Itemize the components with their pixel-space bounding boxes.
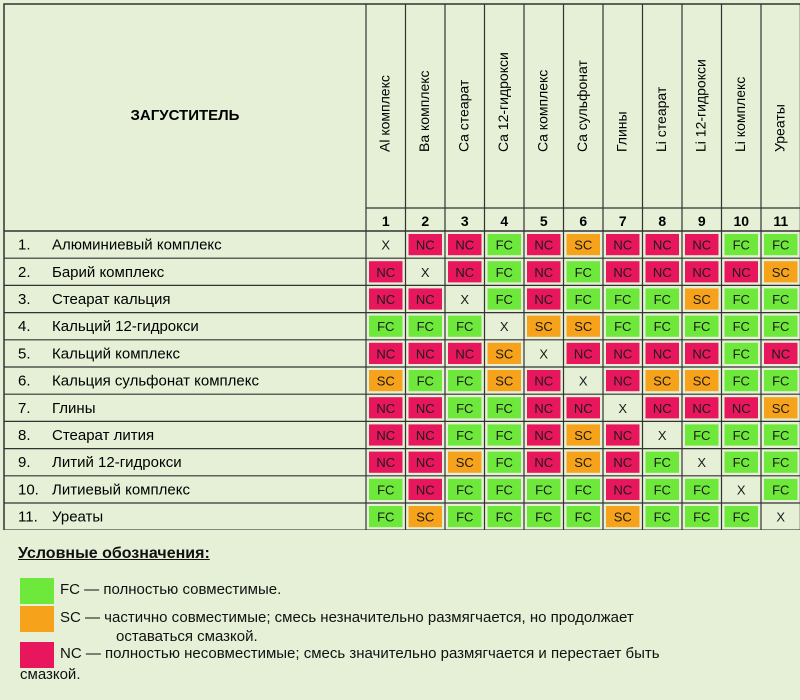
compat-cell-value: FC: [456, 428, 474, 443]
compat-cell-value: FC: [772, 373, 790, 389]
compat-cell-value: FC: [495, 509, 513, 525]
compat-cell-value: NC: [415, 428, 435, 443]
compat-cell-value: NC: [613, 482, 633, 498]
compat-cell-value: NC: [573, 400, 593, 416]
row-label: Стеарат кальция: [52, 291, 171, 308]
compat-cell-value: NC: [534, 264, 554, 280]
compat-cell-value: FC: [495, 455, 513, 471]
row-number: 6.: [18, 372, 31, 390]
column-number: 1: [381, 213, 390, 229]
legend-sc-text-cont: оставаться смазкой.: [116, 628, 258, 645]
legend-nc-swatch: [20, 642, 54, 668]
column-label: Li 12-гидрокси: [692, 59, 709, 152]
row-number: 3.: [18, 291, 31, 308]
compat-cell-value: NC: [771, 346, 791, 362]
compat-cell-value: FC: [732, 292, 750, 307]
compat-cell-value: FC: [535, 482, 553, 498]
compat-cell-value: NC: [415, 400, 435, 416]
compat-cell-value: FC: [693, 509, 711, 525]
compat-cell-value: SC: [653, 373, 672, 389]
row-label: Глины: [52, 399, 96, 417]
compat-cell-value: FC: [456, 373, 474, 389]
row-number: 2.: [18, 263, 31, 281]
column-number: 10: [733, 213, 750, 229]
column-number: 5: [539, 213, 548, 229]
column-number: 9: [697, 213, 706, 229]
compat-cell-value: NC: [731, 400, 751, 416]
column-number: 8: [658, 213, 667, 229]
compat-cell-value: FC: [653, 482, 671, 498]
compat-cell-value: FC: [614, 319, 632, 335]
compat-cell-value: FC: [574, 264, 592, 280]
compat-cell-value: NC: [652, 400, 672, 416]
compat-cell-value: SC: [574, 319, 593, 335]
compat-cell-value: NC: [534, 292, 554, 307]
compat-cell-value: FC: [614, 292, 632, 307]
compat-cell-value: NC: [652, 346, 672, 362]
compat-cell-value: NC: [534, 428, 554, 443]
column-number: 11: [773, 213, 789, 229]
column-label: Ca 12-гидрокси: [494, 52, 511, 152]
compat-cell-value: FC: [416, 373, 434, 389]
column-label: Глины: [613, 111, 630, 152]
compat-cell-value: X: [736, 482, 746, 498]
compat-cell-value: FC: [732, 428, 750, 443]
compat-cell-value: NC: [534, 237, 554, 253]
compat-cell-value: NC: [613, 455, 633, 471]
compat-cell-value: SC: [416, 509, 435, 525]
compat-cell-value: NC: [652, 237, 672, 253]
compat-cell-value: FC: [732, 373, 750, 389]
row-number: 7.: [18, 399, 31, 417]
compat-cell-value: SC: [613, 509, 632, 525]
column-number: 6: [579, 213, 588, 229]
compat-cell-value: NC: [455, 264, 475, 280]
row-label: Кальций комплекс: [52, 345, 180, 363]
compat-cell-value: FC: [772, 482, 790, 498]
compat-cell-value: FC: [495, 237, 513, 253]
compat-cell-value: FC: [772, 455, 790, 471]
legend-sc-text: SC — частично совместимые; смесь незначительно размягчается, но продолжает: [60, 609, 634, 626]
compat-cell-value: FC: [456, 400, 474, 416]
compat-cell-value: SC: [495, 373, 514, 389]
compat-cell-value: FC: [693, 319, 711, 335]
column-label: Li стеарат: [652, 86, 669, 152]
row-number: 1.: [18, 236, 31, 254]
compat-cell-value: FC: [653, 509, 671, 525]
compat-cell-value: FC: [653, 292, 671, 307]
row-number: 4.: [18, 318, 31, 336]
column-number: 3: [460, 213, 469, 229]
compat-cell-value: FC: [772, 319, 790, 335]
compat-cell-value: NC: [415, 346, 435, 362]
compat-cell-value: NC: [731, 264, 751, 280]
compat-cell-value: SC: [574, 428, 593, 443]
compat-cell-value: FC: [377, 319, 395, 335]
compat-cell-value: FC: [495, 482, 513, 498]
compat-cell-value: NC: [613, 373, 633, 389]
column-label: Ca комплекс: [534, 69, 551, 152]
row-number: 11.: [18, 508, 38, 526]
compat-cell-value: NC: [534, 400, 554, 416]
compat-cell-value: X: [460, 292, 470, 307]
compat-cell-value: NC: [415, 237, 435, 253]
column-number: 4: [500, 213, 509, 229]
compat-cell-value: X: [697, 455, 707, 471]
compat-cell-value: FC: [772, 237, 790, 253]
compat-cell-value: FC: [456, 319, 474, 335]
compat-cell-value: FC: [495, 264, 513, 280]
row-number: 8.: [18, 427, 31, 444]
compat-cell-value: NC: [376, 292, 396, 307]
row-label: Алюминиевый комплекс: [52, 236, 222, 254]
compat-cell-value: FC: [456, 509, 474, 525]
compat-cell-value: FC: [495, 292, 513, 307]
compat-cell-value: NC: [692, 264, 712, 280]
row-label: Литий 12-гидрокси: [52, 454, 182, 472]
compat-cell-value: NC: [376, 455, 396, 471]
column-number: 7: [618, 213, 627, 229]
compat-cell-value: NC: [613, 428, 633, 443]
compat-cell-value: X: [381, 237, 391, 253]
column-label: Al комплекс: [376, 75, 393, 152]
column-label: Ca стеарат: [455, 79, 472, 152]
legend-fc-text: FC — полностью совместимые.: [60, 581, 282, 598]
compat-cell-value: SC: [771, 400, 790, 416]
compat-cell-value: FC: [732, 237, 750, 253]
row-label: Барий комплекс: [52, 263, 165, 281]
compat-cell-value: FC: [653, 319, 671, 335]
compat-cell-value: NC: [613, 237, 633, 253]
compat-cell-value: FC: [377, 482, 395, 498]
column-label: Ca сульфонат: [573, 60, 590, 152]
legend-nc-text-cont: смазкой.: [20, 666, 81, 683]
compat-cell-value: FC: [535, 509, 553, 525]
compat-cell-value: FC: [772, 292, 790, 307]
column-label: Уреаты: [771, 104, 788, 152]
compat-cell-value: FC: [653, 455, 671, 471]
row-label: Стеарат лития: [52, 427, 155, 444]
compat-cell-value: NC: [415, 292, 435, 307]
compat-cell-value: SC: [455, 455, 474, 471]
compat-cell-value: SC: [692, 292, 711, 307]
compat-cell-value: NC: [652, 264, 672, 280]
compat-cell-value: SC: [376, 373, 395, 389]
compat-cell-value: NC: [376, 400, 396, 416]
compat-cell-value: X: [657, 428, 667, 443]
row-label: Уреаты: [52, 508, 104, 526]
compat-cell-value: SC: [534, 319, 553, 335]
compat-cell-value: SC: [574, 455, 593, 471]
column-label: Ba комплекс: [415, 70, 432, 152]
compat-cell-value: NC: [455, 237, 475, 253]
compat-cell-value: FC: [732, 509, 750, 525]
compat-cell-value: NC: [534, 373, 554, 389]
compat-cell-value: FC: [416, 319, 434, 335]
compat-cell-value: NC: [376, 346, 396, 362]
legend-nc-text: NC — полностью несовместимые; смесь значительно размягчается и перестает быть: [60, 645, 660, 662]
compat-cell-value: SC: [771, 264, 790, 280]
compat-cell-value: X: [618, 400, 628, 416]
row-label: Кальций 12-гидрокси: [52, 318, 199, 336]
row-number: 9.: [18, 454, 31, 472]
compat-cell-value: FC: [574, 482, 592, 498]
compat-cell-value: SC: [692, 373, 711, 389]
legend-sc-swatch: [20, 606, 54, 632]
compat-cell-value: FC: [693, 428, 711, 443]
compat-cell-value: X: [578, 373, 588, 389]
compat-cell-value: NC: [613, 346, 633, 362]
compat-cell-value: NC: [376, 264, 396, 280]
compat-cell-value: NC: [376, 428, 396, 443]
compat-cell-value: X: [499, 319, 509, 335]
compat-cell-value: NC: [534, 455, 554, 471]
compat-cell-value: FC: [693, 482, 711, 498]
compat-cell-value: FC: [574, 509, 592, 525]
compat-cell-value: X: [776, 509, 786, 525]
compat-cell-value: NC: [692, 237, 712, 253]
compat-cell-value: FC: [732, 346, 750, 362]
compat-cell-value: NC: [415, 455, 435, 471]
compat-cell-value: FC: [456, 482, 474, 498]
compat-cell-value: NC: [692, 346, 712, 362]
column-number: 2: [421, 213, 430, 229]
legend-fc-swatch: [20, 578, 54, 604]
compat-cell-value: FC: [377, 509, 395, 525]
compat-cell-value: FC: [574, 292, 592, 307]
compat-cell-value: NC: [613, 264, 633, 280]
legend-title: Условные обозначения:: [18, 545, 210, 562]
header-title: ЗАГУСТИТЕЛЬ: [130, 107, 240, 124]
compat-cell-value: FC: [495, 400, 513, 416]
compat-cell-value: SC: [495, 346, 514, 362]
compat-cell-value: FC: [772, 428, 790, 443]
row-label: Литиевый комплекс: [52, 481, 190, 499]
column-label: Li комплекс: [731, 76, 748, 152]
compat-cell-value: X: [539, 346, 549, 362]
row-number: 5.: [18, 345, 31, 363]
compat-cell-value: X: [420, 264, 430, 280]
compat-cell-value: NC: [415, 482, 435, 498]
compat-cell-value: FC: [495, 428, 513, 443]
row-number: 10.: [18, 481, 39, 499]
row-label: Кальция сульфонат комплекс: [52, 372, 259, 390]
compat-cell-value: FC: [732, 319, 750, 335]
compat-cell-value: NC: [692, 400, 712, 416]
compat-cell-value: FC: [732, 455, 750, 471]
compat-cell-value: SC: [574, 237, 593, 253]
compat-cell-value: NC: [455, 346, 475, 362]
compat-cell-value: NC: [573, 346, 593, 362]
